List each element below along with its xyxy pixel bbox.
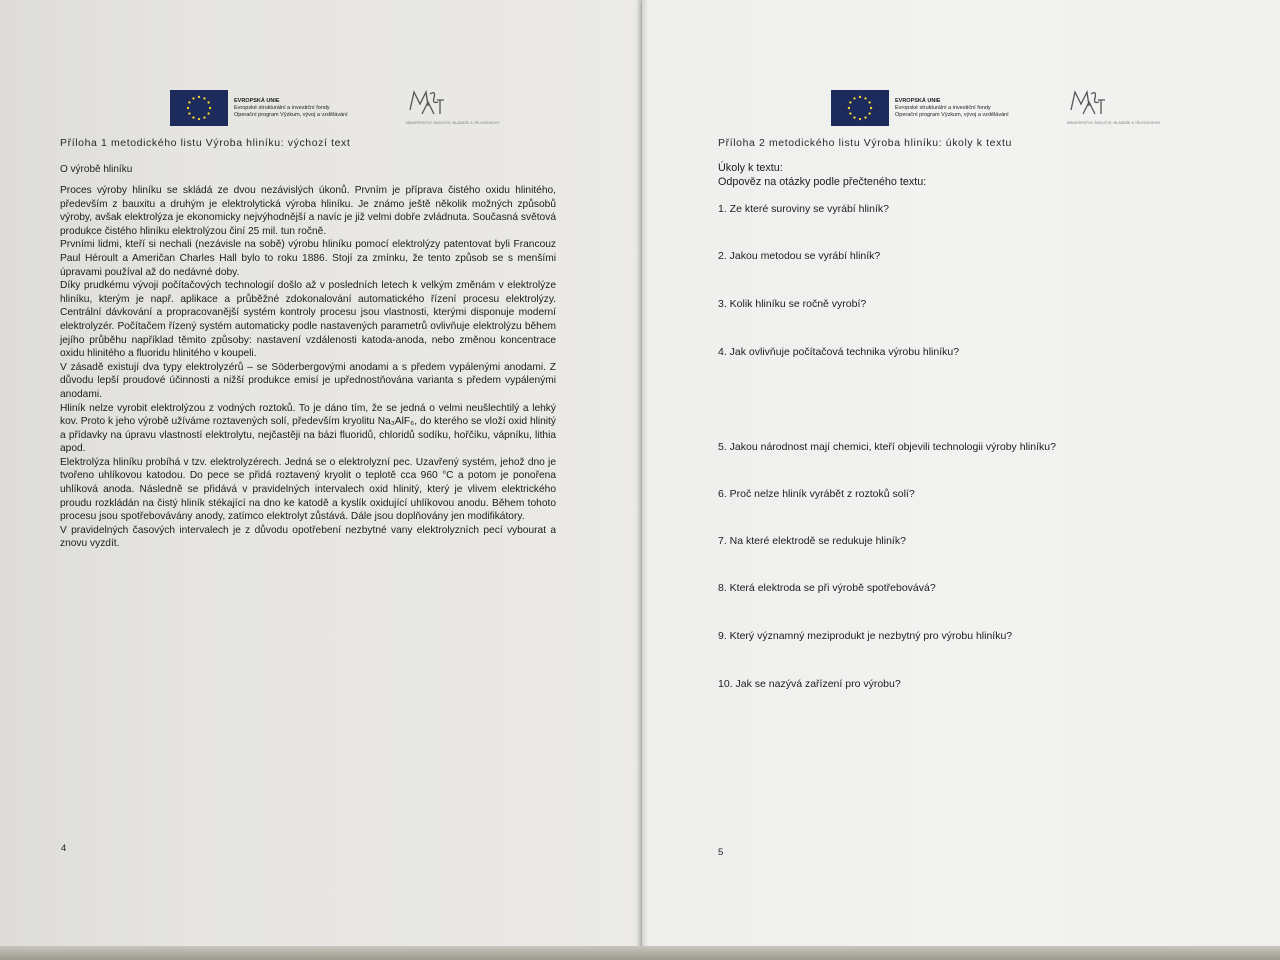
paragraph: Díky prudkému vývoji počítačových technologií došlo až v posledních letech k velkým změnám v elektrolýze hliníku, kterým je např. aplikace a průběžné zdokonalování automatického řízení procesu elektrolýzy. Centrální dávkování a propracovanější systém kontroly procesu jsou vlastnosti, kterými disponuje moderní elektrolyzér. Počítačem řízený systém automaticky podle nastavených parametrů ovlivňuje elektrolýzu během jejího průběhu například těmito způsoby: nastavení vzdálenosti katoda-anoda, nebo změnou koncentrace oxidu hlinitého a fluoridu hlinitého v koupeli. [60,280,556,360]
tasks-intro [718,161,926,189]
section-subheading: O výrobě hliníku [60,164,133,175]
msmt-text: MINISTERSTVO ŠKOLSTVÍ, MLÁDEŽE A TĚLOVÝCHOVY [406,121,500,125]
eu-flag-icon [170,90,228,126]
eu-line3: Operační program Výzkum, vývoj a vzdělávání [895,111,1009,118]
page-number: 5 [718,847,724,858]
question-item: 9. Který významný meziprodukt je nezbytný pro výrobu hliníku? [718,630,1013,642]
paragraph: Prvními lidmi, kteří si nechali (nezávisle na sobě) výrobu hliníku pomocí elektrolýzy patentovat byli Francouz Paul Héroult a Američan Charles Hall bylo to roku 1886. Stojí za zmínku, že tento způsob se s menšími úpravami používal až do nedávné doby. [60,239,556,278]
eu-logo-text [234,98,384,119]
right-header-logos [831,88,1161,128]
question-item: 5. Jakou národnost mají chemici, kteří objevili technologii výroby hliníku? [718,441,1056,453]
eu-flag-icon [831,90,889,126]
paragraph: Elektrolýza hliníku probíhá v tzv. elektrolyzérech. Jedná se o elektrolyzní pec. Uzavřený systém, jehož dno je tvořeno uhlíkovou katodou. Do pece se přidá roztavený kryolit o teplotě cca 960 °C a potom je ponořena uhlíková anoda. Následně se přidává v pravidelných intervalech oxid hlinitý, který je vlivem elektrického proudu rozkládán na čistý hliník stékající na dno ke katodě a kyslík oxidující uhlíkovou anodu. Během tohoto procesu jsou spotřebovávány anody, zatímco elektrolyt zůstává. Dále jsou doplňovány jen modifikátory. [60,456,556,523]
question-item: 7. Na které elektrodě se redukuje hliník? [718,535,906,547]
question-item: 10. Jak se nazývá zařízení pro výrobu? [718,678,901,690]
msmt-text: MINISTERSTVO ŠKOLSTVÍ, MLÁDEŽE A TĚLOVÝCHOVY [1067,121,1161,125]
paragraph: V pravidelných časových intervalech je z důvodu opotřebení nezbytné vany elektrolyzních pecí vybourat a znovu vyzdít. [60,524,556,550]
right-page [642,0,1280,960]
page-heading: Příloha 2 metodického listu Výroba hliníku: úkoly k textu [718,137,1012,149]
eu-line2: Evropské strukturální a investiční fondy [895,104,991,111]
page-number: 4 [61,843,67,854]
eu-line3: Operační program Výzkum, vývoj a vzdělávání [234,111,348,118]
msmt-logo-icon [1065,88,1161,128]
tasks-intro-line2: Odpověz na otázky podle přečteného textu: [718,176,927,188]
book-spine-shadow [636,0,648,960]
question-item: 8. Která elektroda se při výrobě spotřebovává? [718,582,936,594]
eu-line2: Evropské strukturální a investiční fondy [234,104,330,111]
question-item: 2. Jakou metodou se vyrábí hliník? [718,250,881,262]
eu-line1: EVROPSKÁ UNIE [895,97,941,104]
eu-line1: EVROPSKÁ UNIE [234,97,280,104]
paper-bottom-edge [0,946,1280,960]
tasks-intro-line1: Úkoly k textu: [718,162,783,174]
paragraph: Hliník nelze vyrobit elektrolýzou z vodných roztoků. To je dáno tím, že se jedná o velmi neušlechtilý a lehký kov. Proto k jeho výrobě užíváme roztavených solí, především kryolitu Na₃AlF₆, do kterého se vloží oxid hlinitý a přídavky na úpravu vlastností elektrolytu, nejčastěji na bázi fluoridů, chloridů sodíku, hořčíku, vápníku, lithia apod. [60,402,556,455]
article-body [60,184,556,551]
paragraph: V zásadě existují dva typy elektrolyzérů – se Söderbergovými anodami a s předem vypálenými anodami. Z důvodu lepší proudové účinnosti a nižší produkce emisí je upřednostňována varianta s předem vypálenými anodami. [60,361,556,400]
paragraph: Proces výroby hliníku se skládá ze dvou nezávislých úkonů. Prvním je příprava čistého oxidu hlinitého, především z bauxitu a druhým je elektrolytická výroba hliníku. Je známo ještě několik možných způsobů výroby, avšak elektrolýza je ekonomicky nejvýhodnější a navíc je již velmi dobře zvládnuta. Současná světová produkce čistého hliníku elektrolýzou činí 25 mil. tun ročně. [60,185,556,237]
question-item: 1. Ze které suroviny se vyrábí hliník? [718,203,889,215]
page-heading: Příloha 1 metodického listu Výroba hliníku: výchozí text [60,137,351,149]
msmt-logo-icon [404,88,500,128]
left-header-logos [170,88,500,128]
question-item: 4. Jak ovlivňuje počítačová technika výrobu hliníku? [718,346,960,358]
question-item: 3. Kolik hliníku se ročně vyrobí? [718,298,867,310]
question-item: 6. Proč nelze hliník vyrábět z roztoků solí? [718,488,915,500]
eu-logo-text [895,98,1045,119]
